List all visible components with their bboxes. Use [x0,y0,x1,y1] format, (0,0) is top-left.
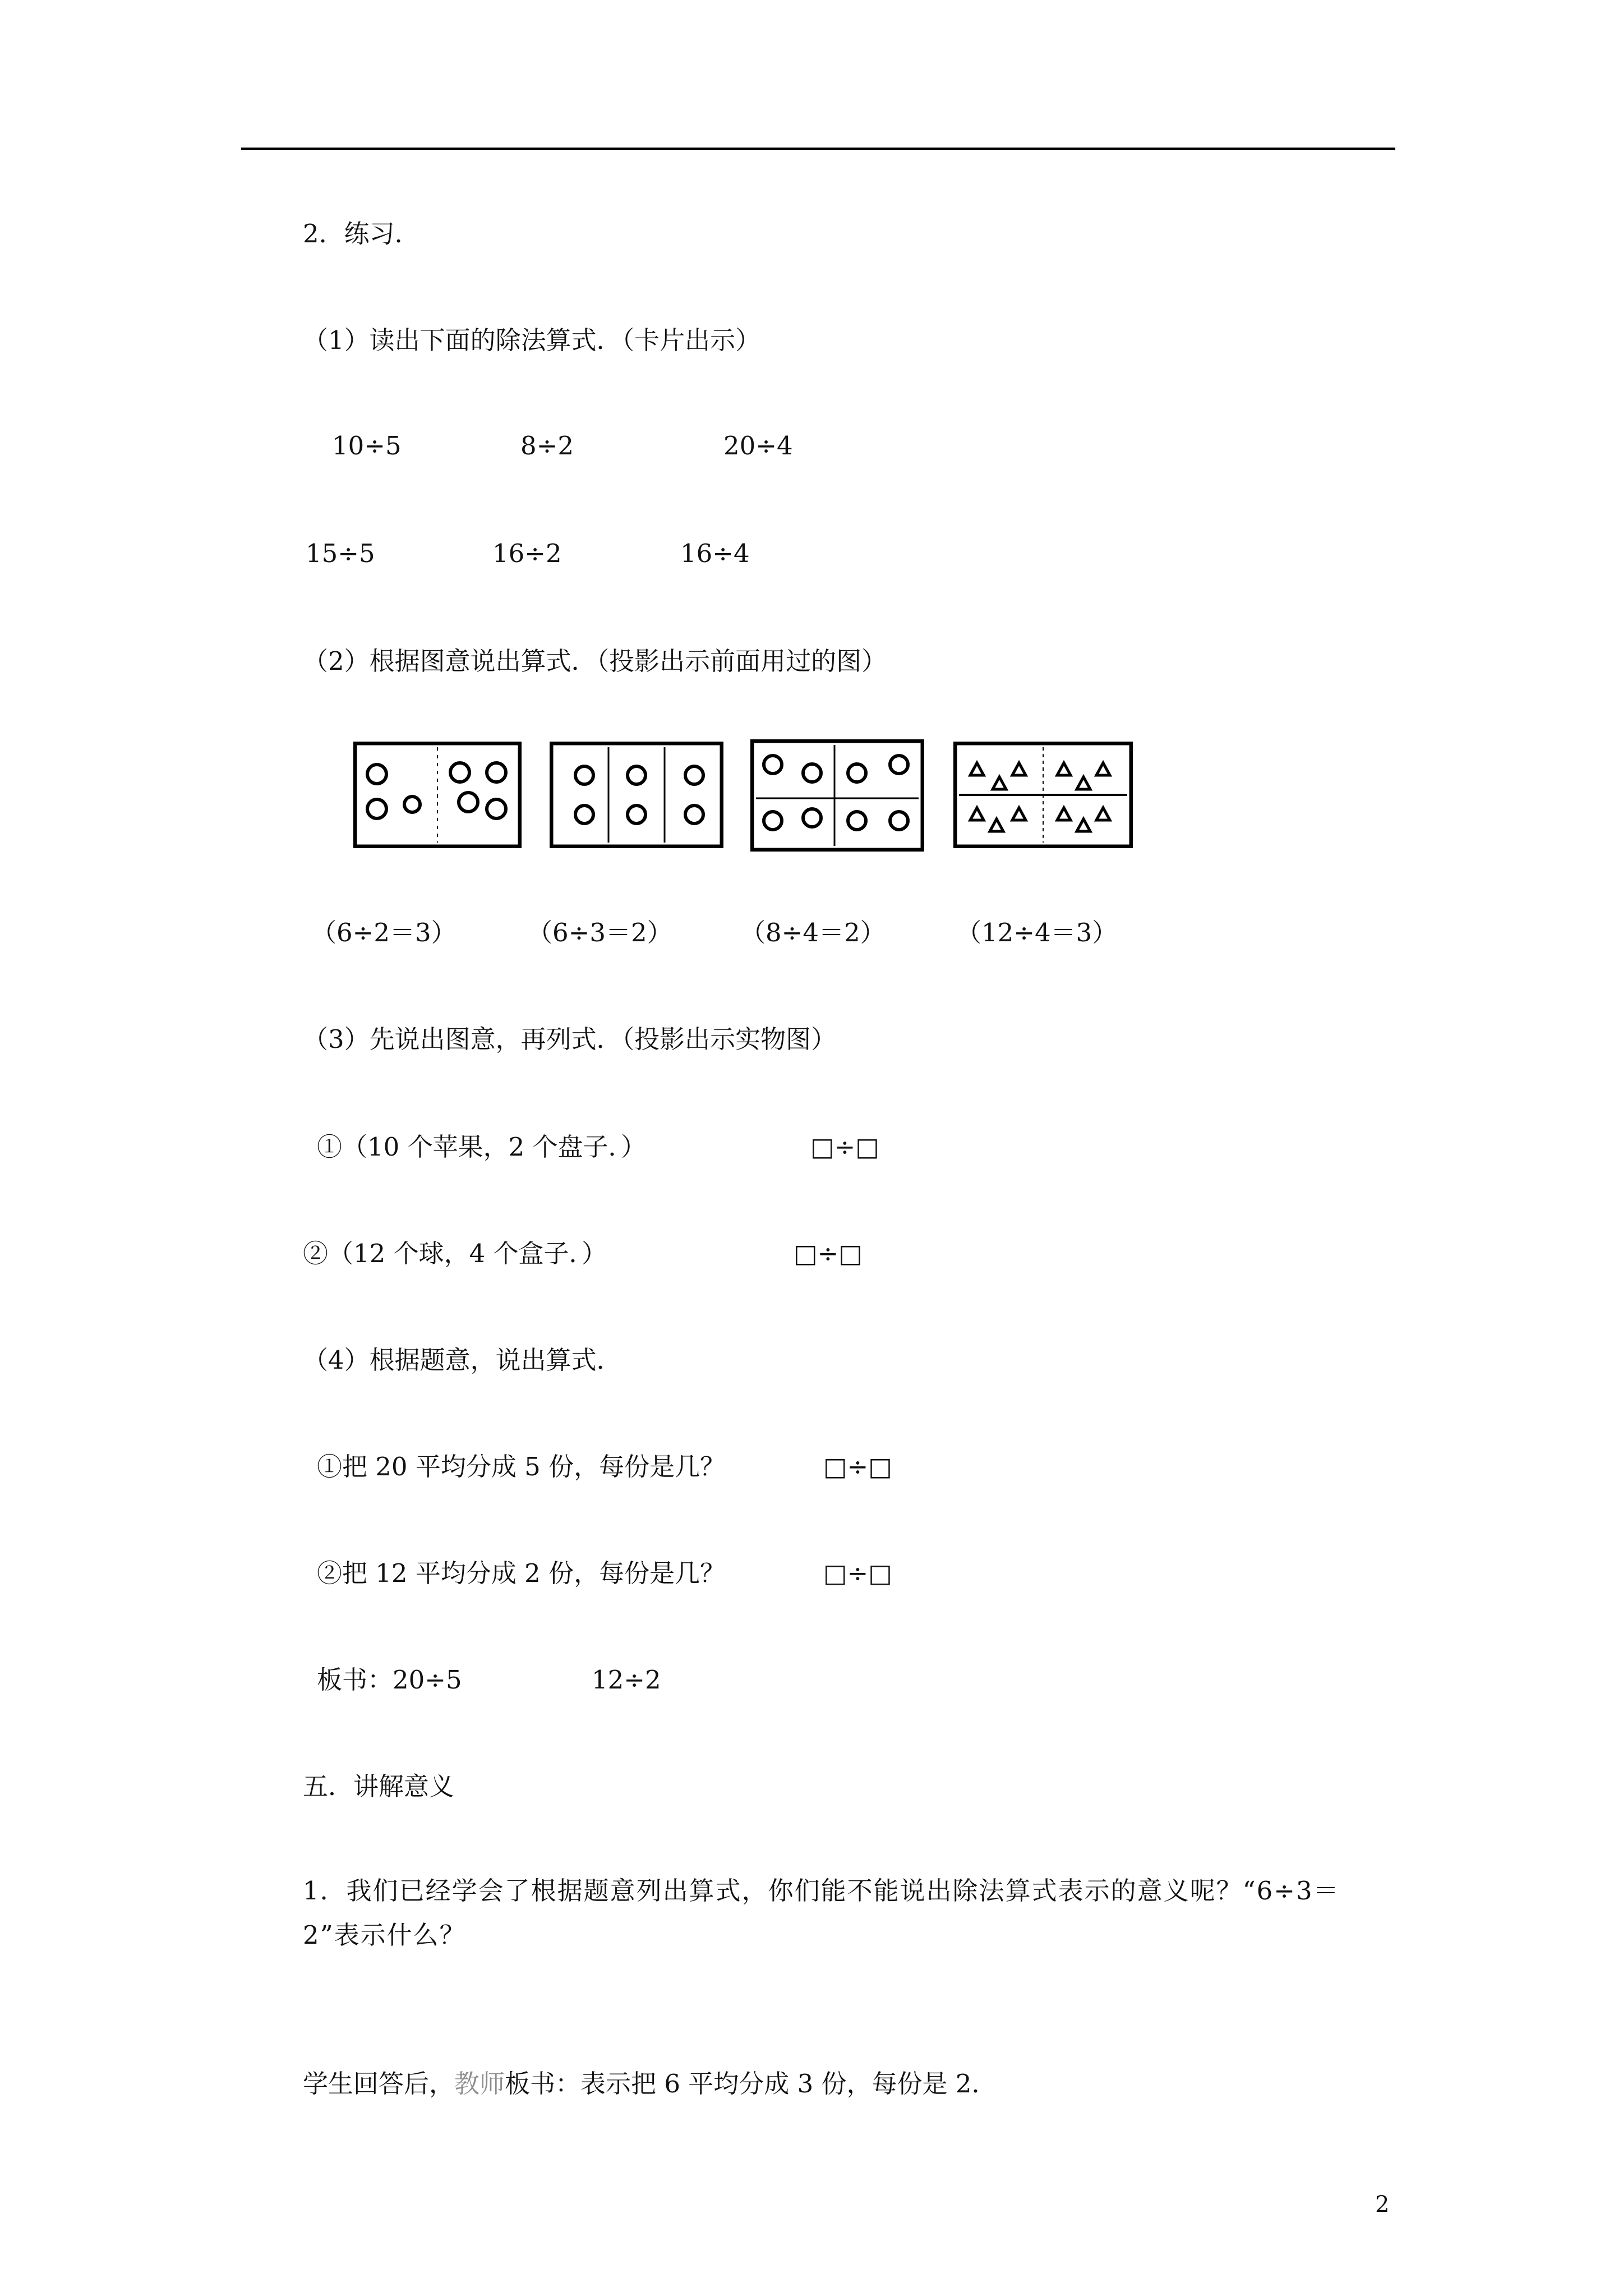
header-rule [241,148,1395,150]
exercise-4-question-2: ②把 12 平均分成 2 份，每份是几？ [317,1558,726,1588]
paragraph-meaning-question: 1．我们已经学会了根据题意列出算式，你们能不能说出除法算式表示的意义呢？“6÷3＝2”表示什么？ [303,1876,1340,1950]
expression: 20÷4 [723,431,793,461]
figure-8-circles-in-4 [750,739,924,852]
figure-answer: （8÷4＝2） [740,918,886,947]
section-title-explain: 五．讲解意义 [303,1772,455,1801]
answer-blank: □÷□ [823,1558,892,1588]
answer-blank: □÷□ [794,1239,863,1268]
board-writing-label: 板书：20÷5 [317,1665,462,1695]
exercise-1-heading: （1）读出下面的除法算式．（卡片出示） [303,325,761,355]
figure-answer: （6÷3＝2） [527,918,672,947]
page-number: 2 [1375,2192,1390,2217]
exercise-4-question-1: ①把 20 平均分成 5 份，每份是几？ [317,1452,726,1481]
figure-6-circles-in-3 [550,742,723,848]
text-segment: 学生回答后， [303,2069,455,2099]
figure-answer: （12÷4＝3） [956,918,1118,947]
figure-6-circles-in-2 [353,742,522,848]
exercise-4-heading: （4）根据题意，说出算式． [303,1345,622,1375]
exercise-3-heading: （3）先说出图意，再列式．（投影出示实物图） [303,1024,837,1054]
exercise-2-heading: （2）根据图意说出算式．（投影出示前面用过的图） [303,646,887,676]
text-segment: 板书：表示把 6 平均分成 3 份，每份是 2． [505,2069,997,2099]
answer-blank: □÷□ [810,1132,879,1162]
expression: 10÷5 [332,431,402,461]
expression: 16÷4 [680,539,750,568]
expression: 8÷2 [520,431,574,461]
answer-blank: □÷□ [823,1452,892,1481]
board-writing-expression: 12÷2 [592,1665,661,1695]
figure-12-triangles-in-4 [953,742,1133,848]
expression: 15÷5 [306,539,375,568]
paragraph-board-writing [303,2069,997,2099]
exercise-3-question-1: ①（10 个苹果，2 个盘子．） [317,1132,647,1162]
figure-answer: （6÷2＝3） [311,918,457,947]
teacher-link-text: 教师 [454,2069,505,2099]
exercise-3-question-2: ②（12 个球，4 个盒子．） [303,1239,607,1268]
expression: 16÷2 [492,539,562,568]
section-title-practice: 2．练习． [303,219,420,249]
